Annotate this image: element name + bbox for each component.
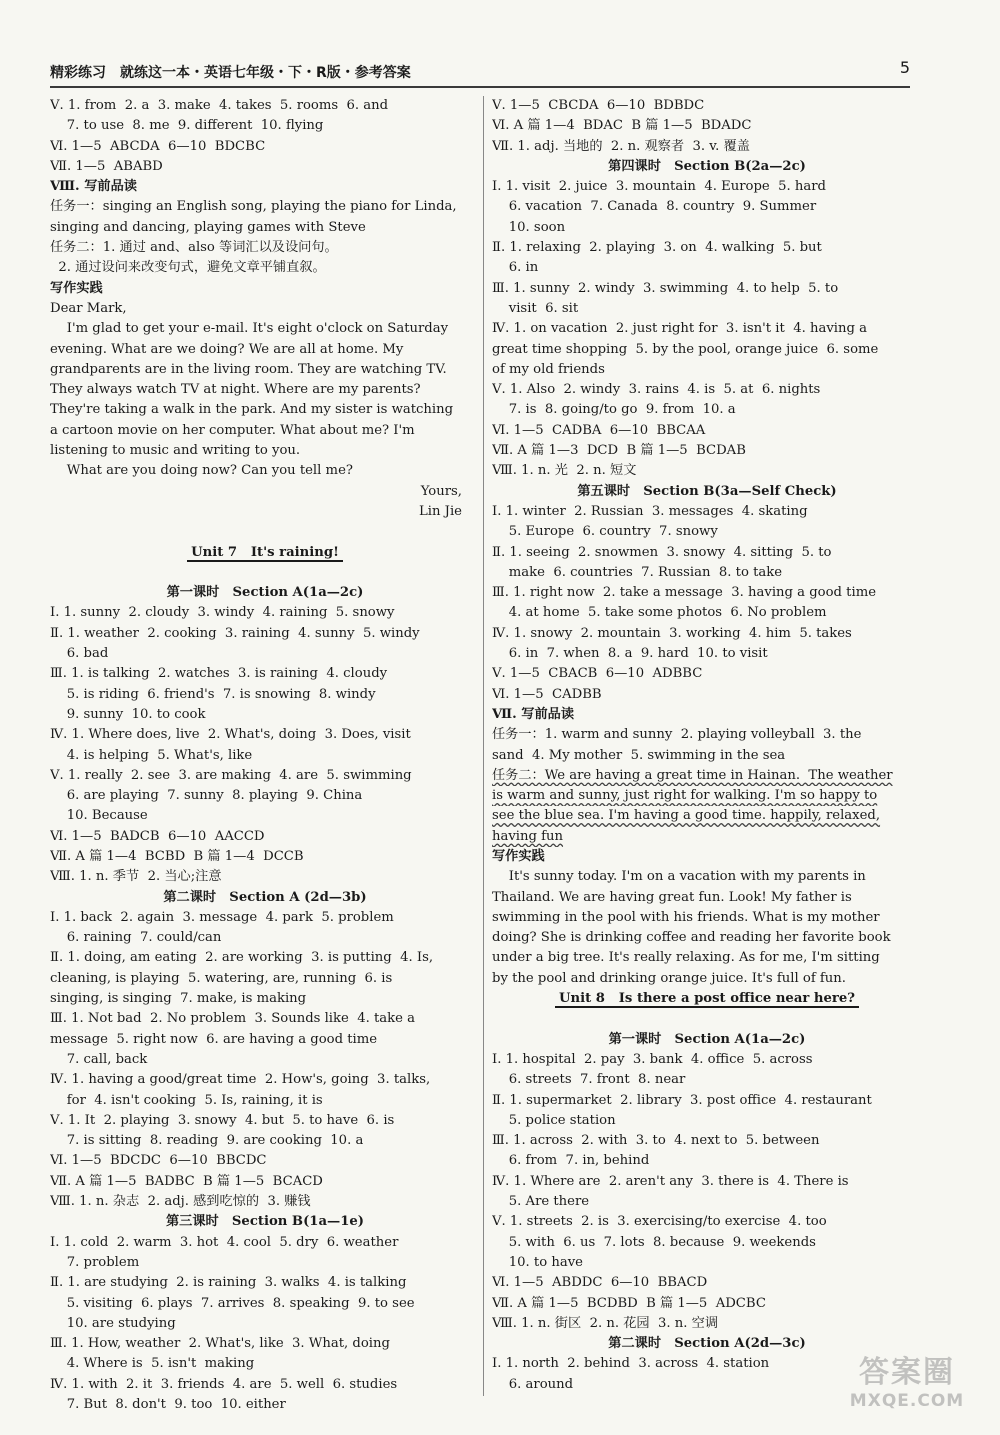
answer-line: 任务二：We are having a great time in Hainan. The weather [492,767,893,783]
answer-line: Ⅰ. 1. hospital 2. pay 3. bank 4. office 5. across [492,1051,813,1067]
answer-line: Ⅵ. A 篇 1—4 BDAC B 篇 1—5 BDADC [492,118,752,134]
answer-line: 7. But 8. don't 9. too 10. either [50,1397,286,1412]
answer-line: for 4. isn't cooking 5. Is, raining, it is [50,1092,323,1108]
answer-line: grandparents are in the living room. They are watching TV. [50,361,447,377]
answer-line: Dear Mark, [50,300,127,316]
answer-line: 7. to use 8. me 9. different 10. flying [50,118,324,134]
answer-line: Lin Jie [419,503,462,519]
answer-line: Ⅷ. 1. n. 街区 2. n. 花园 3. n. 空调 [492,1315,719,1331]
answer-line: Ⅵ. 1—5 CADBA 6—10 BBCAA [492,422,706,438]
subsection-heading: 写作实践 [50,280,103,296]
answer-line: message 5. right now 6. are having a good time [50,1031,378,1047]
answer-line: Ⅳ. 1. snowy 2. mountain 3. working 4. him 5. takes [492,625,852,641]
answer-line: Ⅳ. 1. on vacation 2. just right for 3. isn't it 4. having a [492,321,867,337]
answer-line [50,522,480,542]
answer-line: Ⅰ. 1. winter 2. Russian 3. messages 4. skating [492,503,808,519]
answer-line: great time shopping 5. by the pool, orange juice 6. some [492,341,879,357]
answer-line: swimming in the pool with his friends. What is my mother [492,909,880,925]
answer-line: Ⅰ. 1. sunny 2. cloudy 3. windy 4. raining 5. snowy [50,605,395,621]
answer-line: Ⅱ. 1. doing, am eating 2. are working 3. is putting 4. Is, [50,950,434,966]
right-column [492,96,922,1395]
answer-line: 9. sunny 10. to cook [50,706,206,722]
answer-line: Ⅷ. 1. n. 季节 2. 当心;注意 [50,869,222,885]
answer-line: 10. Because [50,808,148,824]
answer-line: 5. Are there [492,1194,590,1210]
answer-line: 5. visiting 6. plays 7. arrives 8. speaking 9. to see [50,1295,415,1311]
answer-line: Ⅴ. 1—5 CBACB 6—10 ADBBC [492,666,703,682]
answer-line: Ⅶ. A 篇 1—4 BCBD B 篇 1—4 DCCB [50,848,304,864]
answer-line: Ⅳ. 1. Where are 2. aren't any 3. there is 4. There is [492,1173,849,1189]
answer-line: 10. to have [492,1254,583,1270]
answer-line: Ⅲ. 1. sunny 2. windy 3. swimming 4. to help 5. to [492,280,839,296]
answer-line: Ⅱ. 1. supermarket 2. library 3. post office 4. restaurant [492,1092,872,1108]
answer-line: Ⅴ. 1—5 CBCDA 6—10 BDBDC [492,98,705,113]
answer-line: Ⅵ. 1—5 ABCDA 6—10 BDCBC [50,138,266,154]
answer-line: 6. around [492,1376,574,1392]
answer-line: under a big tree. It's really relaxing. As for me, I'm sitting [492,950,880,966]
answer-line: 6. bad [50,646,109,662]
answer-line: sand 4. My mother 5. swimming in the sea [492,747,786,763]
answer-line: by the pool and drinking orange juice. It's full of fun. [492,970,846,986]
left-column [50,96,480,1415]
answer-line: Ⅴ. 1. really 2. see 3. are making 4. are 5. swimming [50,767,412,783]
page-header [50,58,910,88]
answer-line [492,1009,922,1029]
answer-line: Ⅶ. A 篇 1—5 BADBC B 篇 1—5 BCACD [50,1173,323,1189]
answer-line: Yours, [420,483,462,499]
answer-line: doing? She is drinking coffee and reading her favorite book [492,930,891,946]
answer-line: of my old friends [492,361,605,377]
section-heading: 第五课时 Section B(3a—Self Check) [577,483,837,499]
answer-line: Ⅷ. 1. n. 光 2. n. 短文 [492,463,637,479]
answer-line: is warm and sunny, just right for walking. I'm so happy to [492,788,878,804]
answer-line: 6. raining 7. could/can [50,930,222,946]
answer-line: Ⅶ. 1. adj. 当地的 2. n. 观察者 3. v. 覆盖 [492,138,750,154]
answer-line: 5. is riding 6. friend's 7. is snowing 8. windy [50,686,376,702]
answer-line: Ⅰ. 1. visit 2. juice 3. mountain 4. Europe 5. hard [492,179,826,195]
answer-line: 4. Where is 5. isn't making [50,1356,255,1372]
answer-line: Ⅶ. A 篇 1—5 BCDBD B 篇 1—5 ADCBC [492,1295,766,1311]
answer-line: singing and dancing, playing games with Steve [50,219,366,235]
answer-line: Ⅵ. 1—5 CADBB [492,686,602,702]
answer-line: 10. are studying [50,1315,176,1331]
answer-line: 任务一：singing an English song, playing the piano for Linda, [50,199,457,215]
answer-line [50,563,480,583]
section-heading: 第一课时 Section A(1a—2c) [166,585,364,601]
column-divider [483,96,484,1396]
answer-line: 7. problem [50,1254,140,1270]
answer-line: Ⅰ. 1. back 2. again 3. message 4. park 5. problem [50,909,394,925]
unit-heading [50,543,480,563]
answer-line: Ⅱ. 1. relaxing 2. playing 3. on 4. walking 5. but [492,240,822,256]
subsection-heading: Ⅷ. 写前品读 [50,179,137,195]
subsection-heading: Ⅶ. 写前品读 [492,706,575,722]
answer-line: Ⅱ. 1. seeing 2. snowmen 3. snowy 4. sitting 5. to [492,544,832,560]
answer-line: a cartoon movie on her computer. What about me? I'm [50,422,415,438]
answer-line: They're taking a walk in the park. And my sister is watching [50,402,454,418]
answer-line: Thailand. We are having great fun. Look! My father is [492,889,852,905]
answer-line: Ⅲ. 1. Not bad 2. No problem 3. Sounds like 4. take a [50,1011,415,1027]
answer-line: 10. soon [492,219,566,235]
answer-line: Ⅴ. 1. streets 2. is 3. exercising/to exercise 4. too [492,1214,827,1230]
answer-line: 5. police station [492,1112,616,1128]
answer-line: evening. What are we doing? We are all at home. My [50,341,404,357]
answer-line: Ⅷ. 1. n. 杂志 2. adj. 感到吃惊的 3. 赚钱 [50,1194,311,1210]
answer-line: Ⅴ. 1. from 2. a 3. make 4. takes 5. rooms 6. and [50,98,389,113]
answer-line: Ⅴ. 1. It 2. playing 3. snowy 4. but 5. to have 6. is [50,1112,395,1128]
answer-line: Ⅵ. 1—5 ABDDC 6—10 BBACD [492,1275,708,1291]
answer-line: 6. vacation 7. Canada 8. country 9. Summer [492,199,817,215]
answer-line: 4. is helping 5. What's, like [50,747,253,763]
answer-line: I'm glad to get your e-mail. It's eight o'clock on Saturday [50,321,449,337]
answer-line: Ⅵ. 1—5 BDCDC 6—10 BBCDC [50,1153,267,1169]
watermark-line1: 答案圈 [859,1355,955,1390]
answer-line: Ⅳ. 1. with 2. it 3. friends 4. are 5. well 6. studies [50,1376,398,1392]
answer-line: Ⅲ. 1. across 2. with 3. to 4. next to 5. between [492,1133,820,1149]
answer-line: It's sunny today. I'm on a vacation with my parents in [492,869,866,885]
answer-line: 6. in [492,260,539,276]
answer-line: 6. from 7. in, behind [492,1153,650,1169]
answer-line: Ⅵ. 1—5 BADCB 6—10 AACCD [50,828,265,844]
answer-line: 6. are playing 7. sunny 8. playing 9. China [50,788,363,804]
answer-line: 7. is sitting 8. reading 9. are cooking 10. a [50,1133,364,1149]
answer-line: Ⅱ. 1. weather 2. cooking 3. raining 4. sunny 5. windy [50,625,420,641]
page-number: 5 [899,58,910,77]
unit-heading-text: Unit 7 It's raining! [187,545,343,562]
answer-line: 2. 通过设问来改变句式，避免文章平铺直叙。 [50,260,326,276]
answer-line: Ⅰ. 1. cold 2. warm 3. hot 4. cool 5. dry 6. weather [50,1234,399,1250]
answer-line: Ⅳ. 1. having a good/great time 2. How's, going 3. talks, [50,1072,431,1088]
answer-line: 5. Europe 6. country 7. snowy [492,524,718,540]
answer-line: 6. in 7. when 8. a 9. hard 10. to visit [492,646,768,662]
answer-line: 6. streets 7. front 8. near [492,1072,686,1088]
answer-line: 7. is 8. going/to go 9. from 10. a [492,402,736,418]
answer-line: 任务二：1. 通过 and、also 等词汇以及设问句。 [50,240,338,256]
section-heading: 第一课时 Section A(1a—2c) [608,1031,806,1047]
subsection-heading: 写作实践 [492,848,545,864]
answer-line: Ⅶ. 1—5 ABABD [50,158,163,174]
answer-line: They always watch TV at night. Where are my parents? [50,382,421,398]
section-heading: 第二课时 Section A (2d—3b) [163,889,367,905]
section-heading: 第三课时 Section B(1a—1e) [165,1214,365,1230]
answer-line: Ⅲ. 1. right now 2. take a message 3. having a good time [492,585,877,601]
answer-line: 任务一：1. warm and sunny 2. playing volleyball 3. the [492,727,862,743]
watermark-stamp [832,1355,982,1417]
answer-line: having fun [492,828,564,844]
section-heading: 第二课时 Section A(2d—3c) [608,1336,806,1352]
unit-heading-text: Unit 8 Is there a post office near here? [555,991,859,1008]
answer-line: listening to music and writing to you. [50,443,301,459]
answer-line: Ⅴ. 1. Also 2. windy 3. rains 4. is 5. at 6. nights [492,382,821,398]
answer-line: Ⅰ. 1. north 2. behind 3. across 4. station [492,1356,770,1372]
answer-line: Ⅱ. 1. are studying 2. is raining 3. walks 4. is talking [50,1275,407,1291]
answer-line: Ⅲ. 1. How, weather 2. What's, like 3. What, doing [50,1336,390,1352]
answer-line: cleaning, is playing 5. watering, are, running 6. is [50,970,393,986]
answer-line: visit 6. sit [492,300,579,316]
answer-line: make 6. countries 7. Russian 8. to take [492,564,783,580]
unit-heading [492,989,922,1009]
answer-line: see the blue sea. I'm having a good time. happily, relaxed, [492,808,881,824]
watermark-line2: MXQE.COM [849,1391,965,1411]
section-heading: 第四课时 Section B(2a—2c) [608,158,806,174]
header-title: 精彩练习 就练这一本・英语七年级・下・R版・参考答案 [50,65,411,81]
answer-line: Ⅲ. 1. is talking 2. watches 3. is raining 4. cloudy [50,666,388,682]
answer-line: 7. call, back [50,1051,148,1067]
answer-line: Ⅳ. 1. Where does, live 2. What's, doing 3. Does, visit [50,727,411,743]
answer-line: 4. at home 5. take some photos 6. No problem [492,605,827,621]
answer-line: singing, is singing 7. make, is making [50,991,307,1007]
answer-line: What are you doing now? Can you tell me? [50,463,353,479]
answer-line: Ⅶ. A 篇 1—3 DCD B 篇 1—5 BCDAB [492,443,746,459]
answer-line: 5. with 6. us 7. lots 8. because 9. weekends [492,1234,816,1250]
